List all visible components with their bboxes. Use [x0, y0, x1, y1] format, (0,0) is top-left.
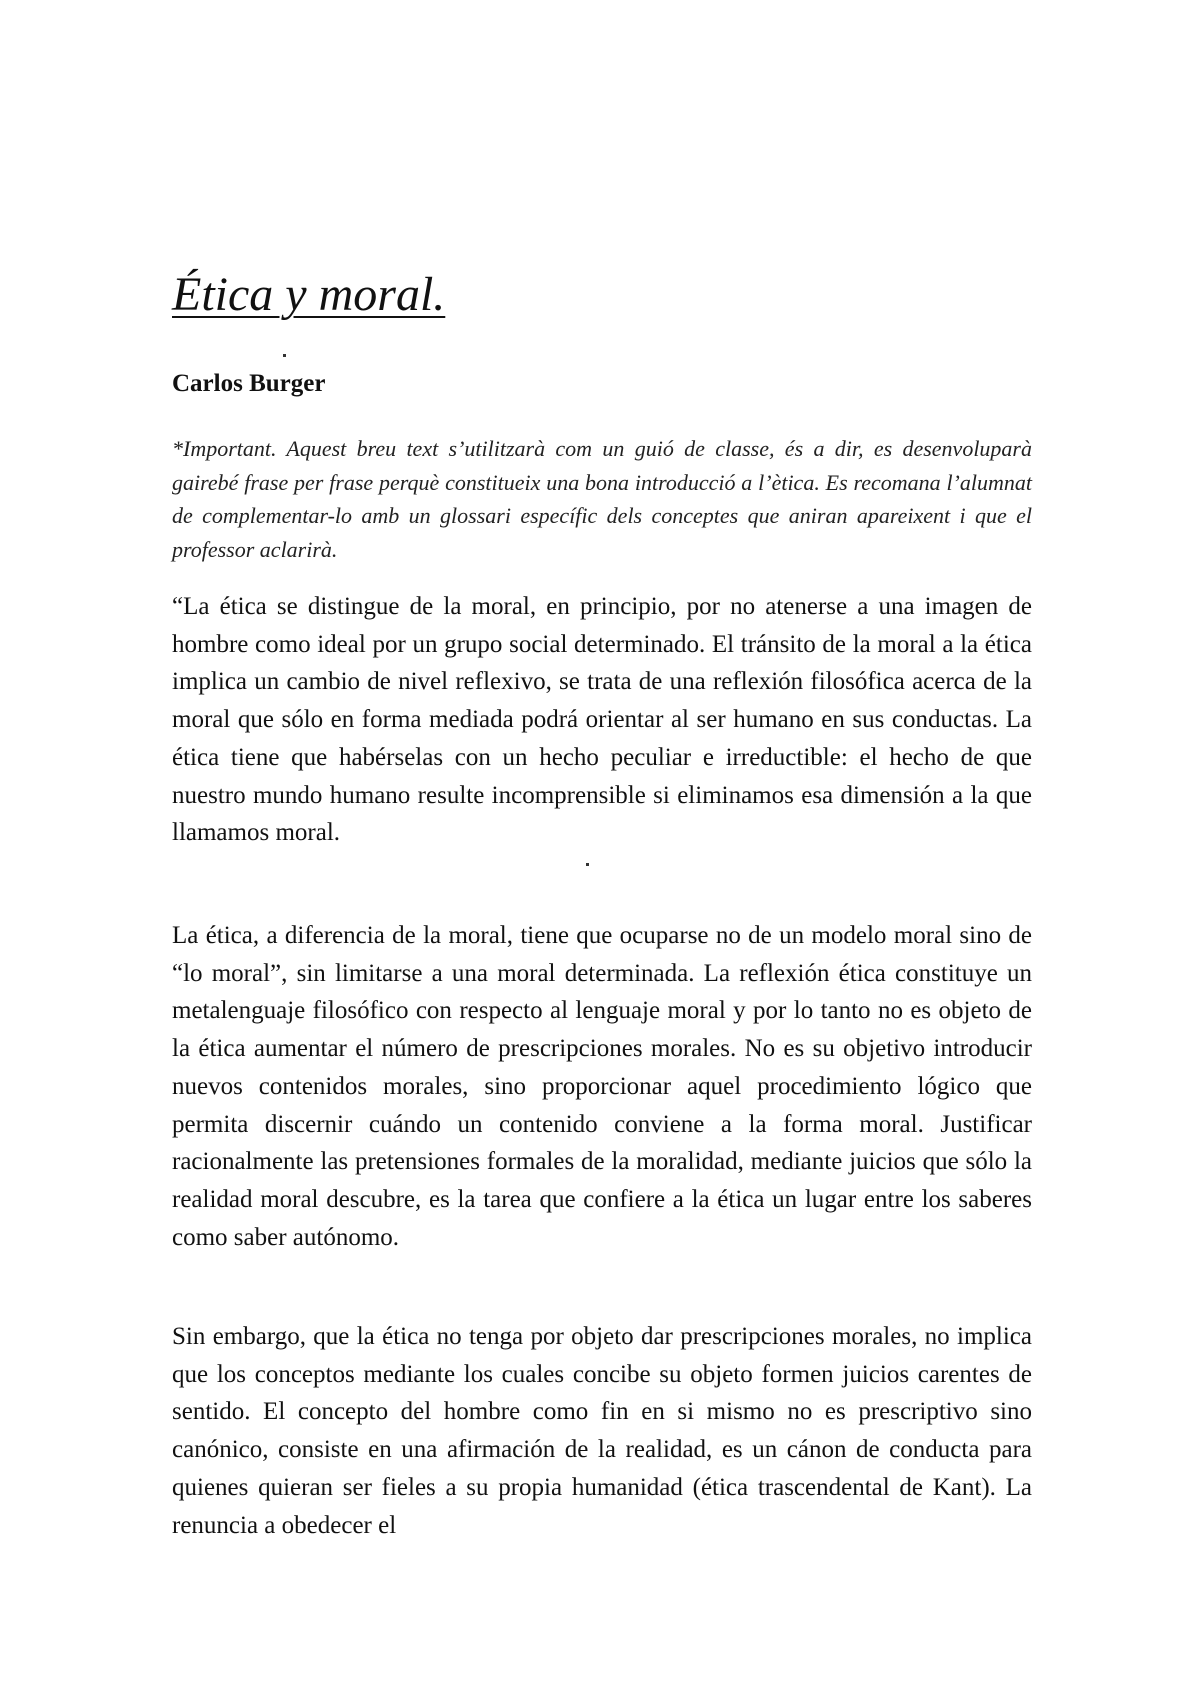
body-paragraph-2: La ética, a diferencia de la moral, tiene que ocuparse no de un modelo moral sino de “lo moral”, sin limitarse a una moral determinada. La reflexión ética constituye un metalenguaje filosófico con respecto al lenguaje moral y por lo tanto no es objeto de la ética aumentar el número de prescripciones morales. No es su objetivo introducir nuevos contenidos morales, sino proporcionar aquel procedimiento lógico que permita discernir cuándo un contenido conviene a la forma moral. Justificar racionalmente las pretensiones formales de la moralidad, mediante juicios que sólo la realidad moral descubre, es la tarea que confiere a la ética un lugar entre los saberes como saber autónomo.: [172, 922, 1032, 1251]
important-note: *Important. Aquest breu text s’utilitzarà com un guió de classe, és a dir, es desenvoluparà gairebé frase per frase perquè constitueix una bona introducció a l’ètica. Es recomana l’alumnat de complementar-lo amb un glossari específic dels conceptes que aniran apareixent i que el professor aclarirà.: [172, 436, 1032, 562]
body-paragraph-1: “La ética se distingue de la moral, en principio, por no atenerse a una imagen de hombre como ideal por un grupo social determinado. El tránsito de la moral a la ética implica un cambio de nivel reflexivo, se trata de una reflexión filosófica acerca de la moral que sólo en forma mediada podrá orientar al ser humano en sus conductas. La ética tiene que habérselas con un hecho peculiar e irreductible: el hecho de que nuestro mundo humano resulte incomprensible si eliminamos esa dimensión a la que llamamos moral.: [172, 593, 1032, 847]
stray-dot-mark: [586, 863, 589, 866]
body-paragraph-3: Sin embargo, que la ética no tenga por objeto dar prescripciones morales, no implica que los conceptos mediante los cuales concibe su objeto formen juicios carentes de sentido. El concepto del hombre como fin en si mismo no es prescriptivo sino canónico, consiste en una afirmación de la realidad, es un cánon de conducta para quienes quieran ser fieles a su propia humanidad (ética trascendental de Kant). La renuncia a obedecer el: [172, 1323, 1032, 1539]
stray-dot-mark: [283, 354, 286, 357]
document-author: Carlos Burger: [172, 370, 326, 397]
document-title: Ética y moral.: [172, 268, 446, 321]
